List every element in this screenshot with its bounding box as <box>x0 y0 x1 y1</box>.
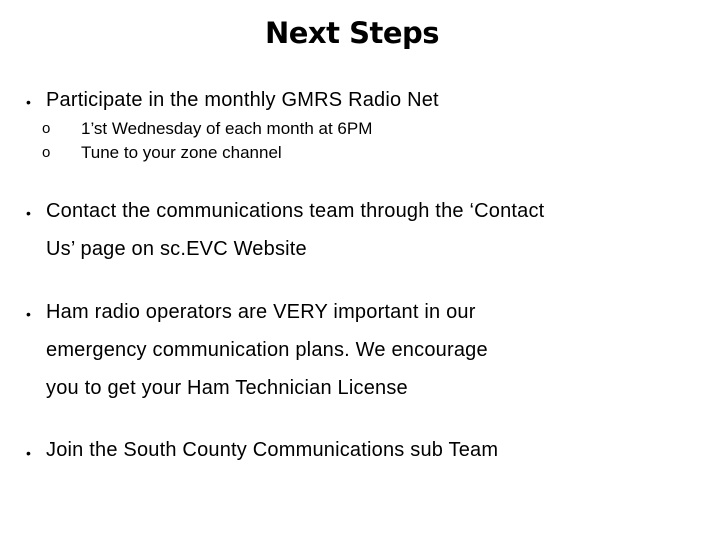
sub-bullet-icon: o <box>42 144 51 161</box>
bullet-text: Participate in the monthly GMRS Radio Net <box>46 89 439 111</box>
bullet-text: emergency communication plans. We encourage <box>46 339 488 361</box>
bullet-text: Ham radio operators are VERY important in our <box>46 301 476 323</box>
bullet-text: you to get your Ham Technician License <box>46 377 408 399</box>
bullet-text: Contact the communications team through the ‘Contact <box>46 200 545 222</box>
bullet-icon: • <box>26 94 31 110</box>
bullet-icon: • <box>26 445 31 461</box>
bullet-icon: • <box>26 306 31 322</box>
sub-bullet-icon: o <box>42 120 51 137</box>
bullet-icon: • <box>26 205 31 221</box>
sub-bullet-text: 1’st Wednesday of each month at 6PM <box>81 119 373 138</box>
bullet-text: Us’ page on sc.EVC Website <box>46 238 307 260</box>
sub-bullet-text: Tune to your zone channel <box>81 143 282 162</box>
slide-title: Next Steps <box>264 16 440 50</box>
bullet-text: Join the South County Communications sub Team <box>46 439 499 461</box>
